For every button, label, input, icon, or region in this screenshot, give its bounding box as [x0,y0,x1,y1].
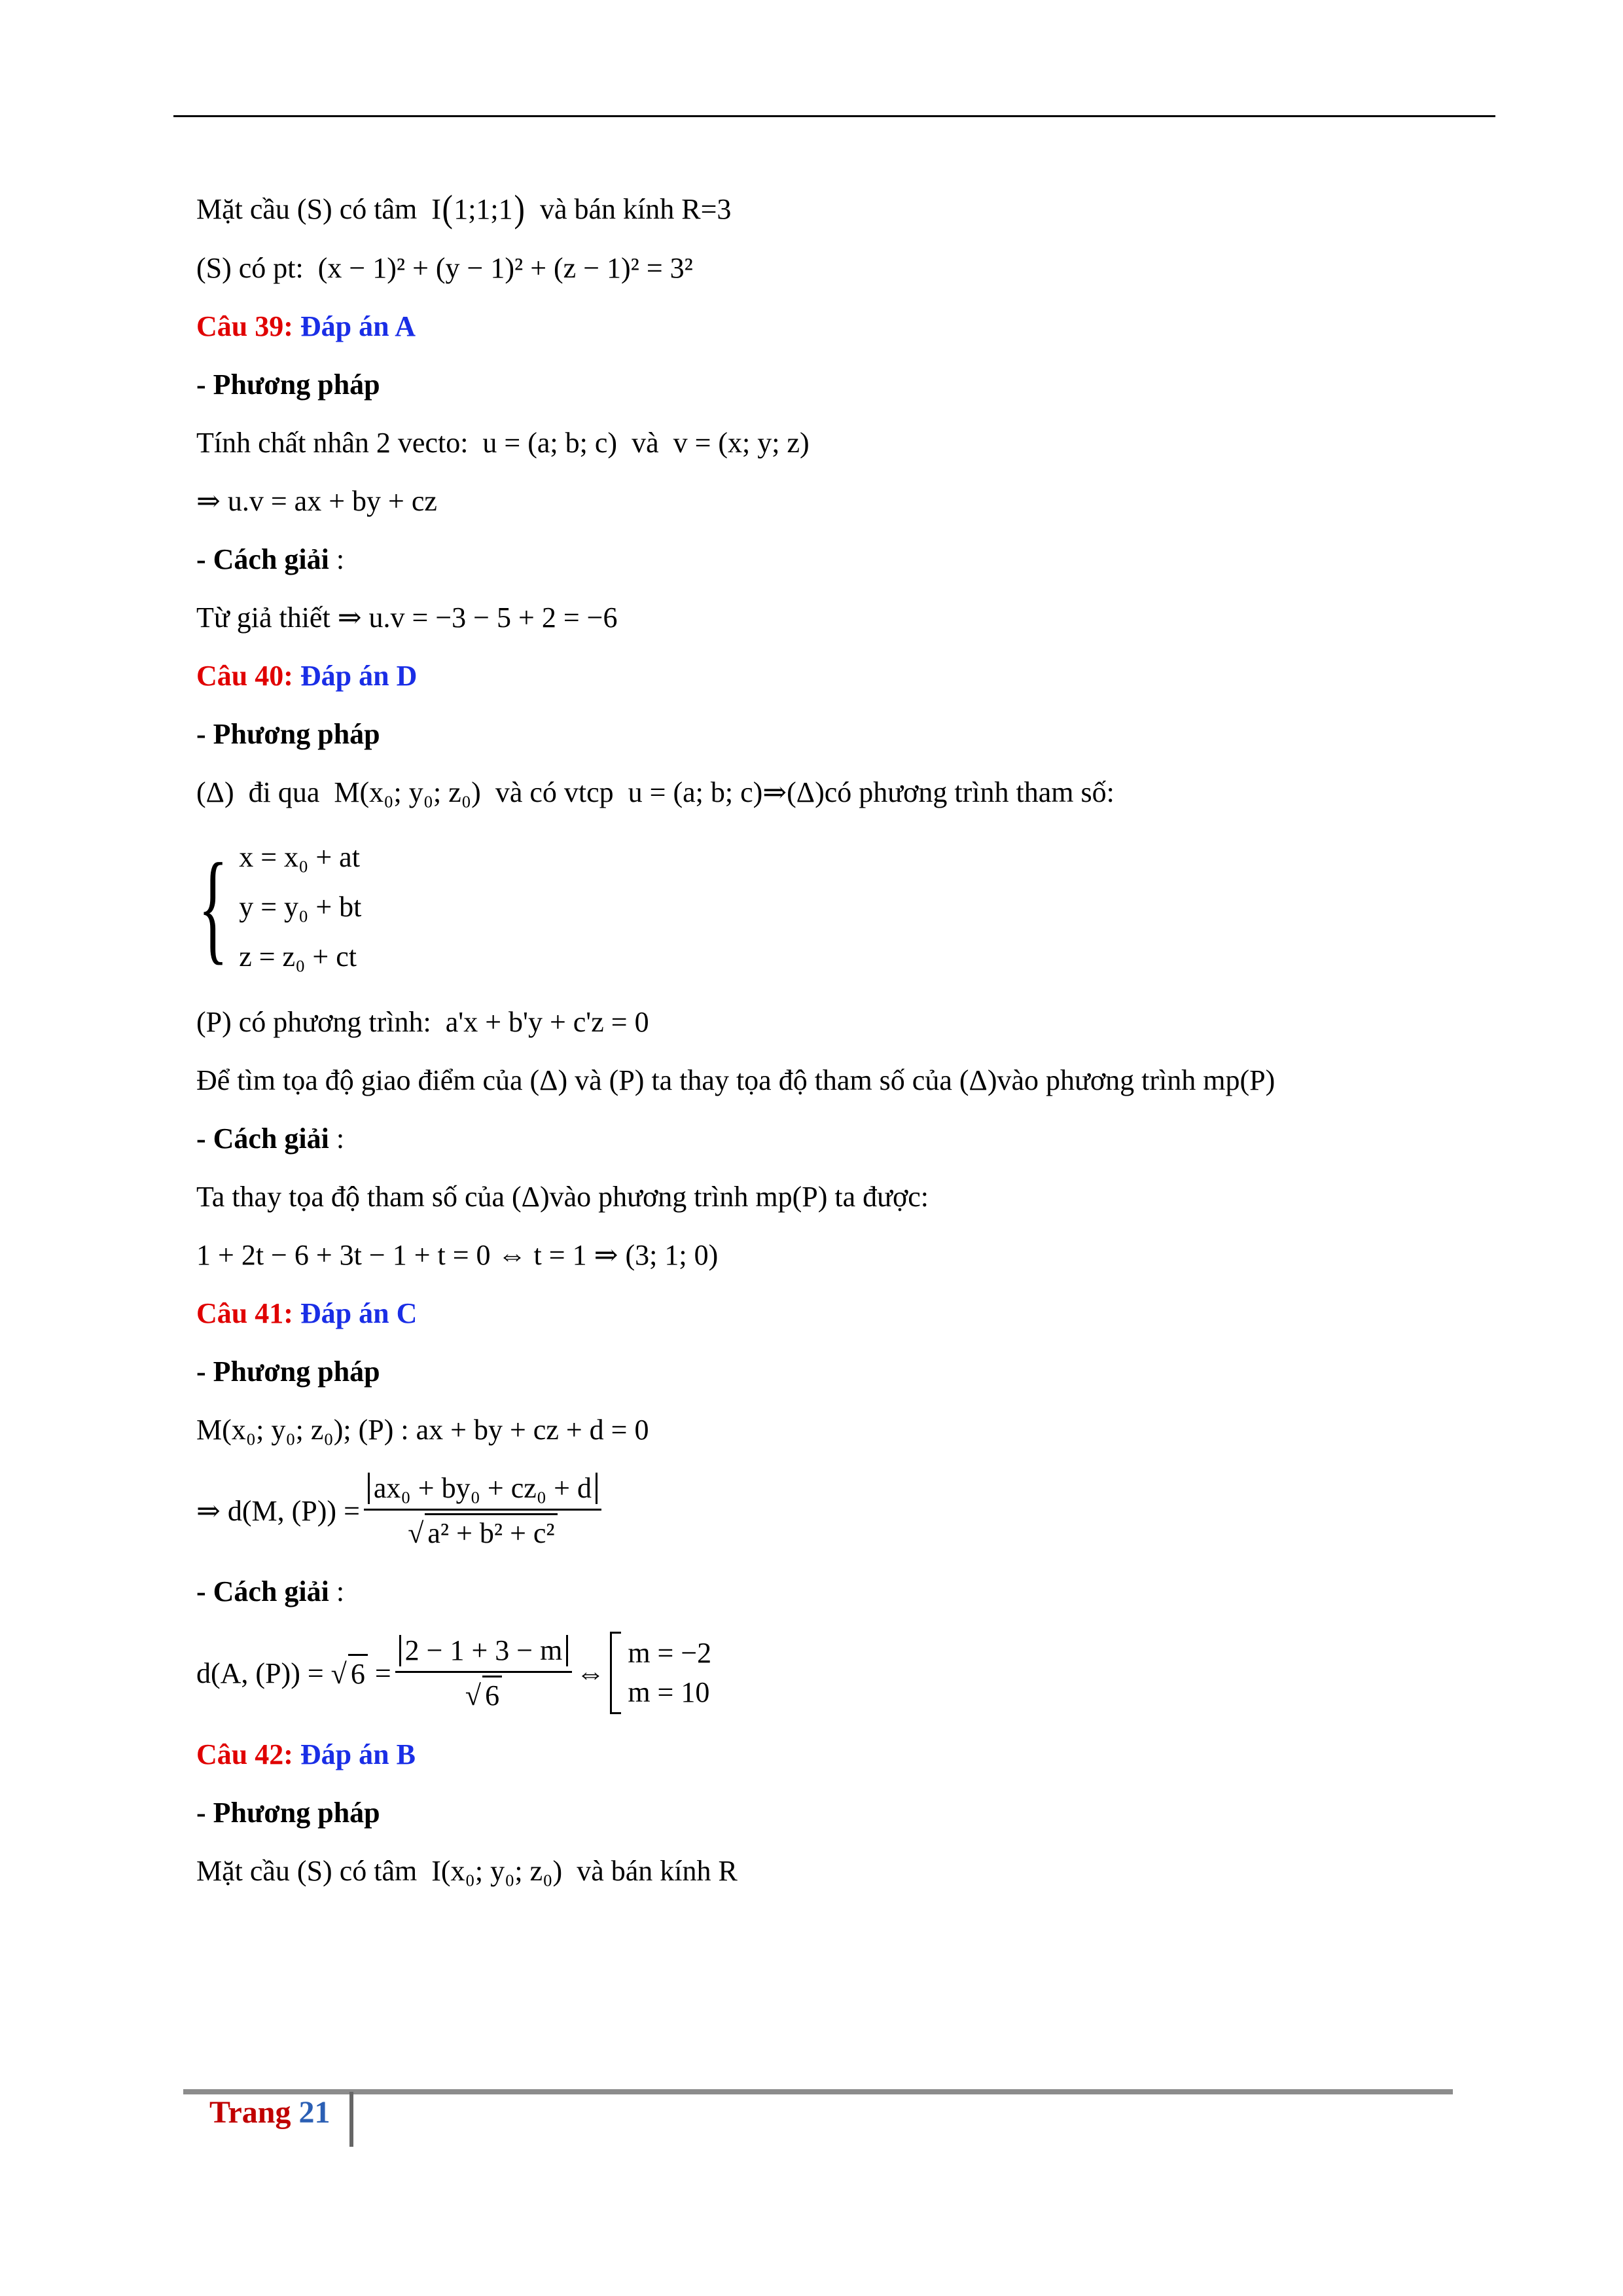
distance-fraction: $\frac{\text{ax₀ + by₀ + cz₀ + d}}{\text{√ a² + b² + c²}}$ [364,1470,601,1551]
vector-u-definition: u = (a; b; c) [482,427,618,459]
page-number: Trang 21 [209,2095,330,2130]
q40-solution-heading: - Cách giải : [196,1122,345,1155]
param-y: y = y₀ + bt [239,891,362,923]
q40-line-definition: (Δ) đi qua M(x₀; y₀; z₀) và có vtcp u = (a; b; c) ⇒ (Δ) có phương trình tham số: [196,776,1115,808]
sphere-center-general: I(x₀; y₀; z₀) [431,1855,563,1887]
m-solutions [610,1632,711,1714]
param-z: z = z₀ + ct [239,941,357,973]
sphere-equation: (x − 1)² + (y − 1)² + (z − 1)² = 3² [317,252,693,284]
sphere-equation-label: (S) có pt: [196,252,304,284]
left-brace-icon: { [198,838,228,976]
q39-property-line: Tính chất nhân 2 vecto: u = (a; b; c) và v = (x; y; z) [196,425,1479,461]
parametric-system [196,833,1479,982]
sphere-equation-line [196,250,1479,286]
q41-distance-formula-line: ⇒ d(M, (P)) = $\frac{\text{ax₀ + by₀ + cz₀ + d}}{\text{√ a² + b² + c²}}$ [196,1470,1479,1551]
sphere-center-formula: I(1;1;1) [431,187,525,230]
q41-setup-line [196,1412,1479,1448]
q40-plane-line: (P) có phương trình: a'x + b'y + c'z = 0 [196,1004,1479,1040]
vector-v-definition: v = (x; y; z) [673,427,810,459]
plane-equation: a'x + b'y + c'z = 0 [445,1006,649,1038]
footer-rule [183,2089,1453,2094]
solution-fraction: $\frac{2 - 1 + 3 - m}{√ 6}$ [395,1632,573,1713]
question-39-heading: Câu 39: Đáp án A [196,310,416,342]
footer-divider [349,2092,353,2147]
q42-sphere-line: Mặt cầu (S) có tâm I(x₀; y₀; z₀) và bán kính R [196,1853,1479,1889]
q39-dot-product-line [196,483,1479,519]
page-body [196,187,1479,1911]
dot-product-formula: ⇒ u.v = ax + by + cz [196,485,437,517]
left-bracket-icon [610,1632,621,1714]
q39-method-heading: - Phương pháp [196,368,380,401]
q41-method-heading: - Phương pháp [196,1355,380,1388]
q41-solution-heading: - Cách giải : [196,1575,345,1607]
sphere-center-line [196,187,1479,230]
q42-method-heading: - Phương pháp [196,1797,380,1829]
q39-solution-heading: - Cách giải : [196,543,345,575]
question-42-heading: Câu 42: Đáp án B [196,1738,416,1770]
dot-product-result: ⇒ u.v = −3 − 5 + 2 = −6 [337,601,618,634]
q40-sol-equation-line [196,1237,1479,1273]
question-41-heading: Câu 41: Đáp án C [196,1297,418,1329]
param-x: x = x₀ + at [239,841,360,873]
header-rule [173,115,1495,117]
sphere-intro-text: Mặt cầu (S) có tâm [196,192,418,225]
sphere-radius-text: và bán kính R=3 [539,192,732,225]
q39-result-line: Từ giả thiết ⇒ u.v = −3 − 5 + 2 = −6 [196,600,1479,636]
q40-find-line: Để tìm tọa độ giao điểm của (Δ) và (P) ta thay tọa độ tham số của (Δ) vào phương trình mp(P) [196,1064,1275,1096]
question-40-heading: Câu 40: Đáp án D [196,660,418,692]
m-solution-1: m = −2 [628,1637,712,1669]
q40-method-heading: - Phương pháp [196,718,380,750]
m-solution-2: m = 10 [628,1676,710,1708]
point-plane-setup: M(x₀; y₀; z₀); (P) : ax + by + cz + d = 0 [196,1414,649,1446]
intersection-equation: 1 + 2t − 6 + 3t − 1 + t = 0 ⇔ t = 1 ⇒ (3; 1; 0) [196,1239,719,1271]
q41-solution-line: d(A, (P)) = √ 6 = $\frac{2 - 1 + 3 - m}{√ 6}$ ⇔ m = −2 m = 10 [196,1632,1479,1714]
q40-sol-line: Ta thay tọa độ tham số của (Δ) vào phương trình mp(P) ta được: [196,1181,929,1213]
